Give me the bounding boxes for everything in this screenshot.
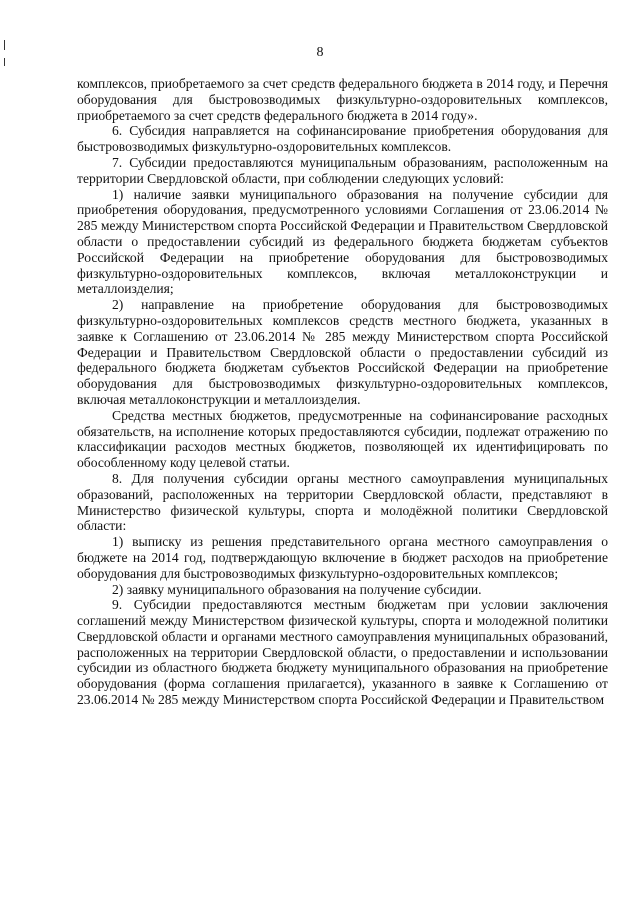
- paragraph-item-8: 8. Для получения субсидии органы местного самоуправления муниципальных образований, расположенных на территории Свердловской области, представляют в Министерство физической культуры, спорта и молодёжной политики Свердловской области:: [77, 470, 608, 534]
- paragraph-item-9: 9. Субсидии предоставляются местным бюджетам при условии заключения соглашений между Министерством физической культуры, спорта и молодежной политики Свердловской области и органами местного самоуправления муниципальных образований, расположенных на территории Свердловской области, о предоставлении и использовании субсидии из областного бюджета бюджету муниципального образования на приобретение оборудования (форма соглашения прилагается), указанного в заявке к Соглашению от 23.06.2014 № 285 между Министерством спорта Российской Федерации и Правительством: [77, 597, 608, 708]
- paragraph-continuation: комплексов, приобретаемого за счет средств федерального бюджета в 2014 году, и Перечня оборудования для быстровозводимых физкультурно-оздоровительных комплексов, приобретаемого за счет средств федерального бюджета в 2014 году».: [77, 76, 608, 123]
- paragraph-item-8-document-1: 1) выписку из решения представительного органа местного самоуправления о бюджете на 2014 год, подтверждающую включение в бюджет расходов на приобретение оборудования для быстровозводимых физкультурно-оздоровительных комплексов;: [77, 534, 608, 581]
- page-number: 8: [316, 45, 324, 60]
- paragraph-local-budget-funds: Средства местных бюджетов, предусмотренные на софинансирование расходных обязательств, на исполнение которых предоставляются субсидии, подлежат отражению по классификации расходов местных бюджетов, позволяющей их идентифицировать по обособленному коду целевой статьи.: [77, 407, 608, 471]
- paragraph-item-7: 7. Субсидии предоставляются муниципальным образованиям, расположенным на территории Свердловской области, при соблюдении следующих условий:: [77, 154, 608, 186]
- paragraph-item-7-condition-2: 2) направление на приобретение оборудования для быстровозводимых физкультурно-оздоровительных комплексов средств местного бюджета, указанных в заявке к Соглашению от 23.06.2014 № 285 между Министерством спорта Российской Федерации и Правительством Свердловской области о предоставлении субсидий из федерального бюджета бюджетам субъектов Российской Федерации на приобретение оборудования для быстровозводимых физкультурно-оздоровительных комплексов, включая металлоконструкции и металлоизделия.: [77, 297, 608, 407]
- paragraph-item-8-document-2: 2) заявку муниципального образования на получение субсидии.: [112, 581, 482, 597]
- paragraph-item-7-condition-1: 1) наличие заявки муниципального образования на получение субсидии для приобретения оборудования, предусмотренного условиями Соглашения от 23.06.2014 № 285 между Министерством спорта Российской Федерации и Правительством Свердловской области о предоставлении субсидий из федерального бюджета бюджетам субъектов Российской Федерации на приобретение оборудования для быстровозводимых физкультурно-оздоровительных комплексов, включая металлоконструкции и металлоизделия;: [77, 186, 608, 297]
- document-body: [77, 76, 608, 708]
- paragraph-item-6: 6. Субсидия направляется на софинансирование приобретения оборудования для быстровозводимых физкультурно-оздоровительных комплексов.: [77, 123, 608, 155]
